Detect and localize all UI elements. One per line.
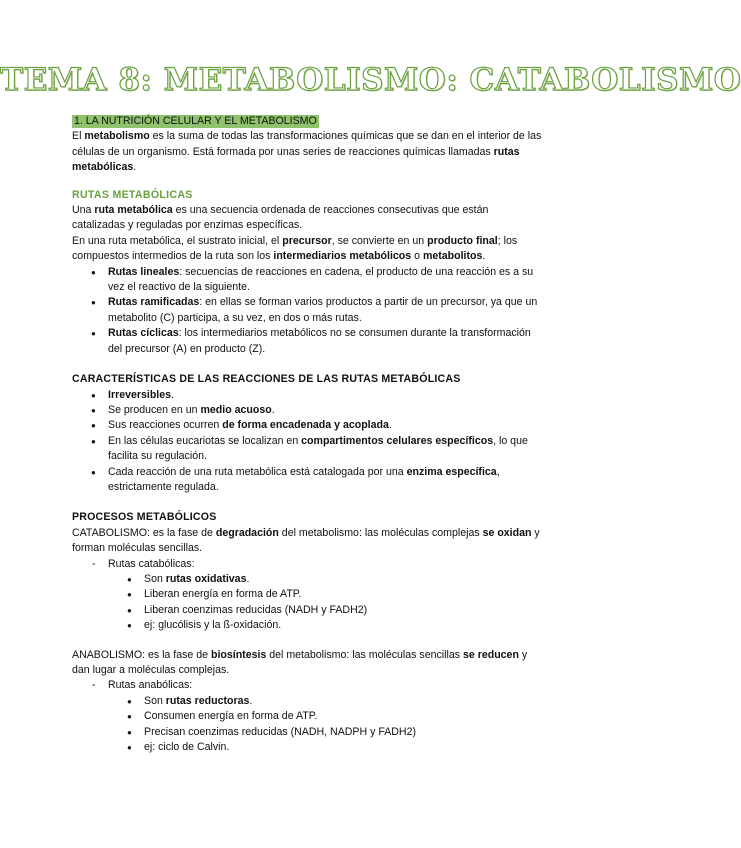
subheading-procesos: PROCESOS METABÓLICOS	[72, 511, 217, 524]
text-run: ej: glucólisis y la ß-oxidación.	[144, 619, 282, 632]
text-run: .	[482, 250, 486, 263]
paragraph-metabolismo	[72, 129, 542, 175]
text-run: .	[388, 419, 392, 432]
bold-term: medio acuoso	[200, 403, 272, 416]
list-item	[108, 403, 542, 418]
bold-term: Rutas ramificadas	[108, 296, 200, 309]
bold-term: intermediarios metabólicos	[273, 250, 412, 263]
list-item	[144, 587, 542, 602]
bold-term: rutas oxidativas	[165, 572, 247, 585]
list-tipos-rutas	[72, 265, 542, 357]
text-run: CATABOLISMO: es la fase de	[72, 526, 216, 539]
bold-term: enzima específica	[406, 465, 497, 478]
text-run: .	[171, 388, 174, 401]
spacer	[72, 634, 542, 648]
list-item	[108, 295, 542, 326]
list-rutas-anabolicas	[72, 694, 542, 756]
text-run: Liberan energía en forma de ATP.	[144, 588, 302, 601]
text-run: ANABOLISMO: es la fase de	[72, 648, 211, 661]
text-run: ; los compuestos intermedios de la ruta son los	[72, 234, 518, 263]
text-run: del metabolismo: las moléculas sencillas	[266, 648, 463, 661]
text-run: En una ruta metabólica, el sustrato inicial, el	[72, 234, 283, 247]
bold-term: Rutas cíclicas	[108, 327, 179, 340]
text-run: Son	[144, 694, 166, 707]
list-item	[144, 618, 542, 633]
text-run: , se convierte en un	[331, 234, 428, 247]
subheading-caracteristicas: CARACTERÍSTICAS DE LAS REACCIONES DE LAS RUTAS METABÓLICAS	[72, 373, 461, 386]
list-item	[108, 465, 542, 496]
text-run: Precisan coenzimas reducidas (NADH, NADPH y FADH2)	[144, 725, 416, 738]
text-run: El	[72, 130, 85, 143]
text-run: .	[133, 161, 137, 174]
paragraph-anabolismo	[72, 648, 542, 679]
text-run: Sus reacciones ocurren	[108, 419, 223, 432]
paragraph-catabolismo	[72, 526, 542, 557]
bold-term: se oxidan	[482, 526, 532, 539]
paragraph-ruta-def	[72, 203, 542, 234]
list-item	[108, 418, 542, 433]
list-item	[108, 388, 542, 403]
document-title: TEMA 8: METABOLISMO: CATABOLISMO	[0, 62, 741, 98]
text-run: En las células eucariotas se localizan en	[108, 434, 302, 447]
text-run: : en ellas se forman varios productos a partir de un precursor, ya que un metabolito (C) participa, a su vez, en dos o más rutas.	[108, 296, 538, 324]
text-run: ej: ciclo de Calvin.	[144, 741, 230, 754]
list-item	[108, 326, 542, 357]
bold-term: Rutas lineales	[108, 265, 180, 278]
text-run: , lo que facilita su regulación.	[108, 434, 528, 463]
bold-term: rutas metabólicas	[72, 145, 520, 174]
list-item	[144, 709, 542, 724]
text-run: es la suma de todas las transformaciones químicas que se dan en el interior de las células de un organismo. Está formada por unas series de reacciones químicas llamadas	[72, 130, 542, 158]
section-nutricion	[72, 114, 542, 176]
text-run: del metabolismo: las moléculas complejas	[278, 526, 483, 539]
text-run: , estrictamente regulada.	[108, 465, 500, 493]
list-caracteristicas	[72, 388, 542, 496]
list-item	[144, 740, 542, 755]
text-run: : los intermediarios metabólicos no se consumen durante la transformación del precursor (A) en producto (Z).	[108, 327, 531, 355]
document-body	[72, 114, 542, 755]
text-run: .	[271, 403, 275, 416]
dash-item-rutas-anabolicas: - Rutas anabólicas:	[72, 678, 542, 693]
text-run: Cada reacción de una ruta metabólica está catalogada por una	[108, 465, 407, 478]
bold-term: precursor	[282, 234, 332, 247]
text-run: es una secuencia ordenada de reacciones consecutivas que están catalizadas y reguladas por enzimas específicas.	[72, 204, 489, 232]
text-run: Consumen energía en forma de ATP.	[144, 710, 318, 723]
bold-term: compartimentos celulares específicos	[301, 434, 494, 447]
bold-term: se reducen	[462, 648, 519, 661]
text-run: : secuencias de reacciones en cadena, el producto de una reacción es a su vez el reactivo de la siguiente.	[108, 265, 534, 294]
text-run: Son	[144, 572, 166, 585]
list-item	[144, 572, 542, 587]
text-run: .	[249, 694, 253, 707]
list-rutas-catabolicas	[72, 572, 542, 634]
bold-term: ruta metabólica	[94, 204, 173, 217]
list-item	[144, 694, 542, 709]
dash-item-rutas-catabolicas: - Rutas catabólicas:	[72, 557, 542, 572]
bold-term: Irreversibles	[108, 388, 172, 401]
bold-term: degradación	[215, 526, 279, 539]
list-item	[108, 265, 542, 296]
text-run: Liberan coenzimas reducidas (NADH y FADH2)	[144, 603, 368, 616]
section-heading-highlight: 1. LA NUTRICIÓN CELULAR Y EL METABOLISMO	[74, 115, 317, 127]
text-run: Una	[72, 204, 95, 217]
subheading-rutas: RUTAS METABÓLICAS	[72, 188, 193, 201]
text-run: o	[411, 250, 423, 263]
list-item	[108, 434, 542, 465]
bold-term: metabolitos	[422, 250, 483, 263]
text-run: y forman moléculas sencillas.	[72, 526, 540, 555]
bold-term: metabolismo	[84, 130, 150, 143]
paragraph-precursor	[72, 234, 542, 265]
text-run: .	[246, 572, 250, 585]
text-run: y dan lugar a moléculas complejas.	[72, 648, 528, 676]
text-run: Se producen en un	[108, 403, 201, 416]
list-item	[144, 603, 542, 618]
bold-term: rutas reductoras	[165, 694, 250, 707]
bold-term: de forma encadenada y acoplada	[222, 419, 389, 432]
bold-term: biosíntesis	[210, 648, 267, 661]
bold-term: producto final	[427, 234, 498, 247]
list-item	[144, 725, 542, 740]
